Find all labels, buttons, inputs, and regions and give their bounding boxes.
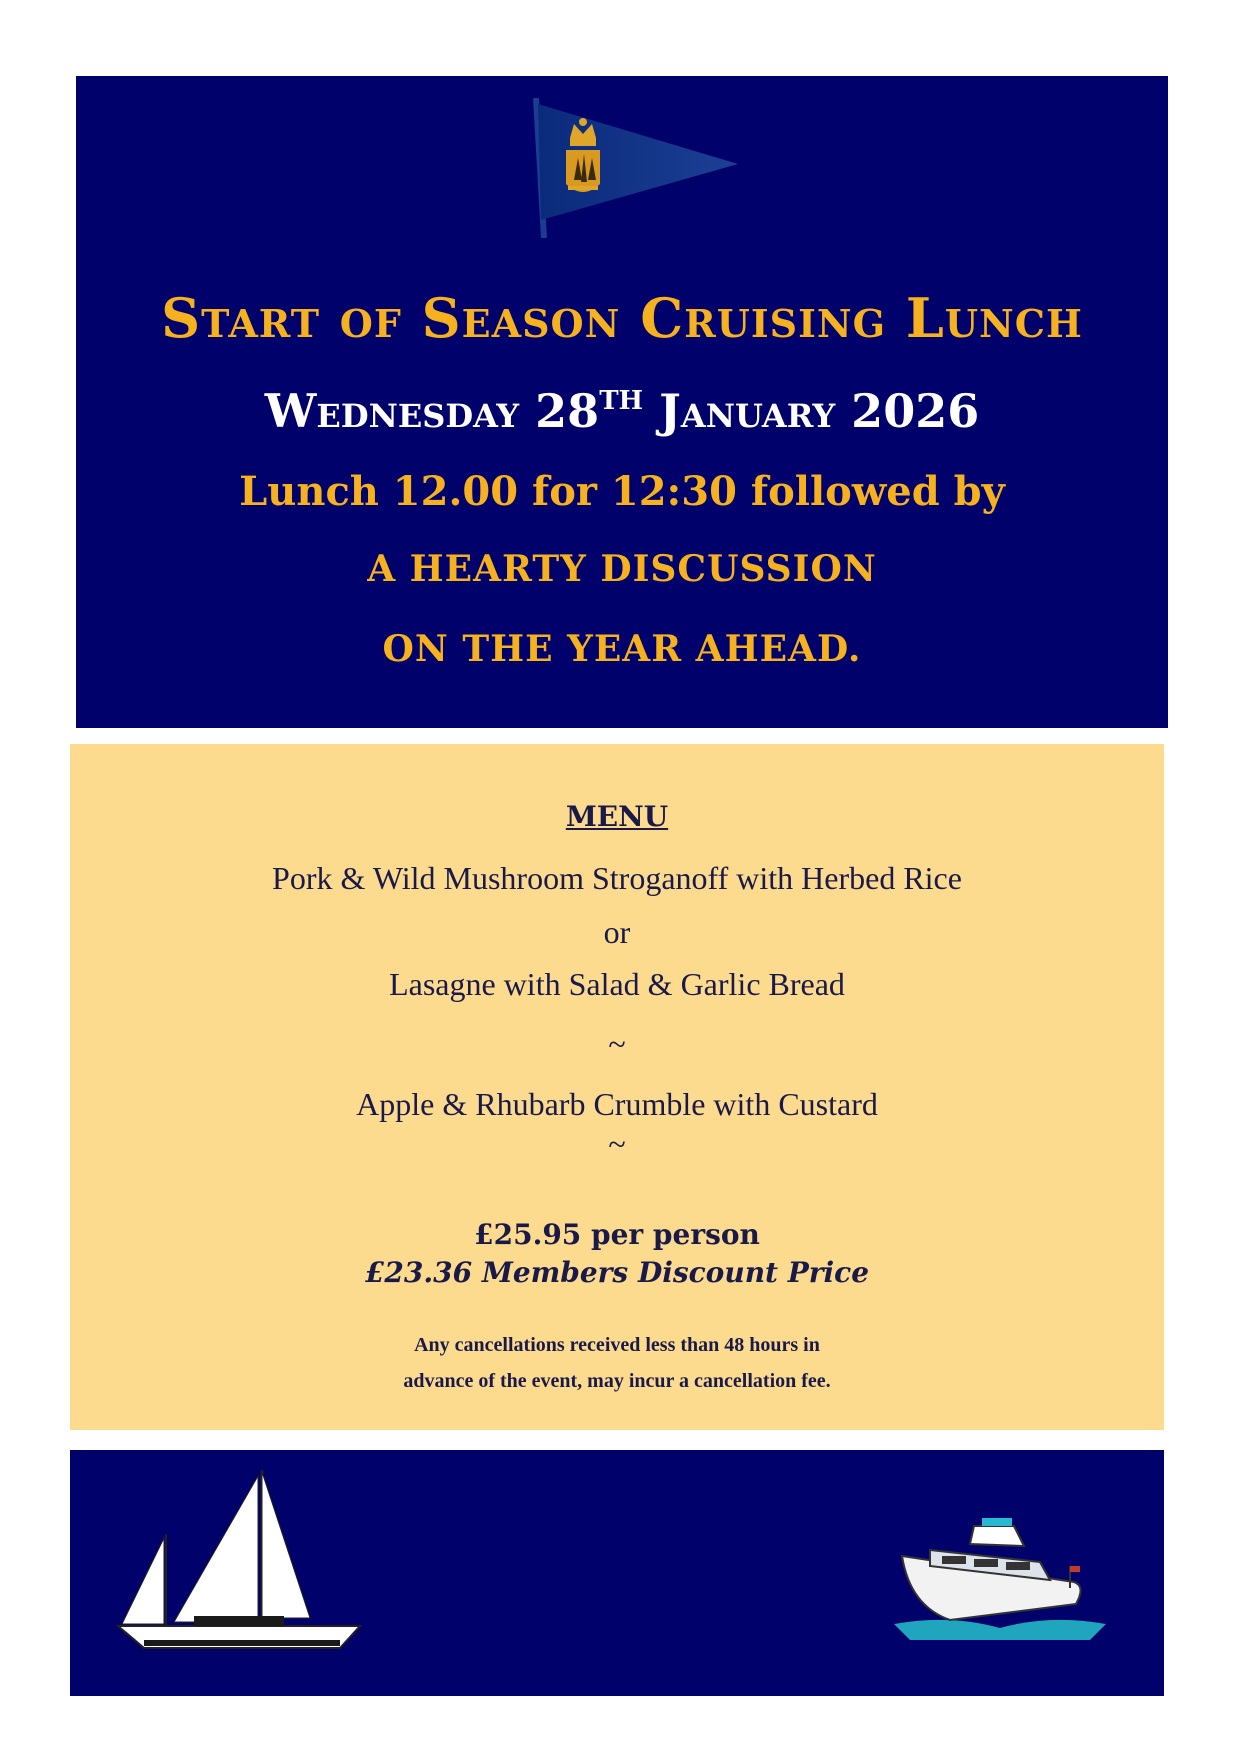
burgee-flag-icon <box>508 88 748 248</box>
member-discount-price: £23.36 Members Discount Price <box>364 1256 870 1289</box>
main-option-2: Lasagne with Salad & Garlic Bread <box>389 966 845 1002</box>
menu-heading: MENU <box>565 800 669 833</box>
event-date <box>76 384 1168 438</box>
date-suffix: TH <box>599 386 644 416</box>
header-panel <box>76 76 1168 728</box>
menu-separator-1: ~ <box>608 1026 626 1062</box>
discussion-line-2: ON THE YEAR AHEAD. <box>382 628 862 670</box>
cancellation-line-2: advance of the event, may incur a cancellation fee. <box>403 1370 831 1392</box>
sailboat-icon <box>114 1458 364 1658</box>
motorboat-icon <box>890 1496 1110 1646</box>
event-title: Start of Season Cruising Lunch <box>161 286 1083 350</box>
lunch-time: Lunch 12.00 for 12:30 followed by <box>239 468 1005 515</box>
main-option-1: Pork & Wild Mushroom Stroganoff with Herbed Rice <box>272 860 962 896</box>
cancellation-line-1: Any cancellations received less than 48 hours in <box>414 1334 820 1356</box>
footer-panel <box>70 1450 1164 1696</box>
menu-separator-2: ~ <box>608 1126 626 1162</box>
dessert-option: Apple & Rhubarb Crumble with Custard <box>356 1086 878 1122</box>
menu-panel <box>70 744 1164 1430</box>
date-month-year: January 2026 <box>659 384 980 438</box>
price-per-person: £25.95 per person <box>474 1218 760 1251</box>
date-weekday-day: Wednesday 28 <box>264 384 600 438</box>
discussion-line-1: A HEARTY DISCUSSION <box>367 548 877 590</box>
menu-or: or <box>603 914 631 950</box>
